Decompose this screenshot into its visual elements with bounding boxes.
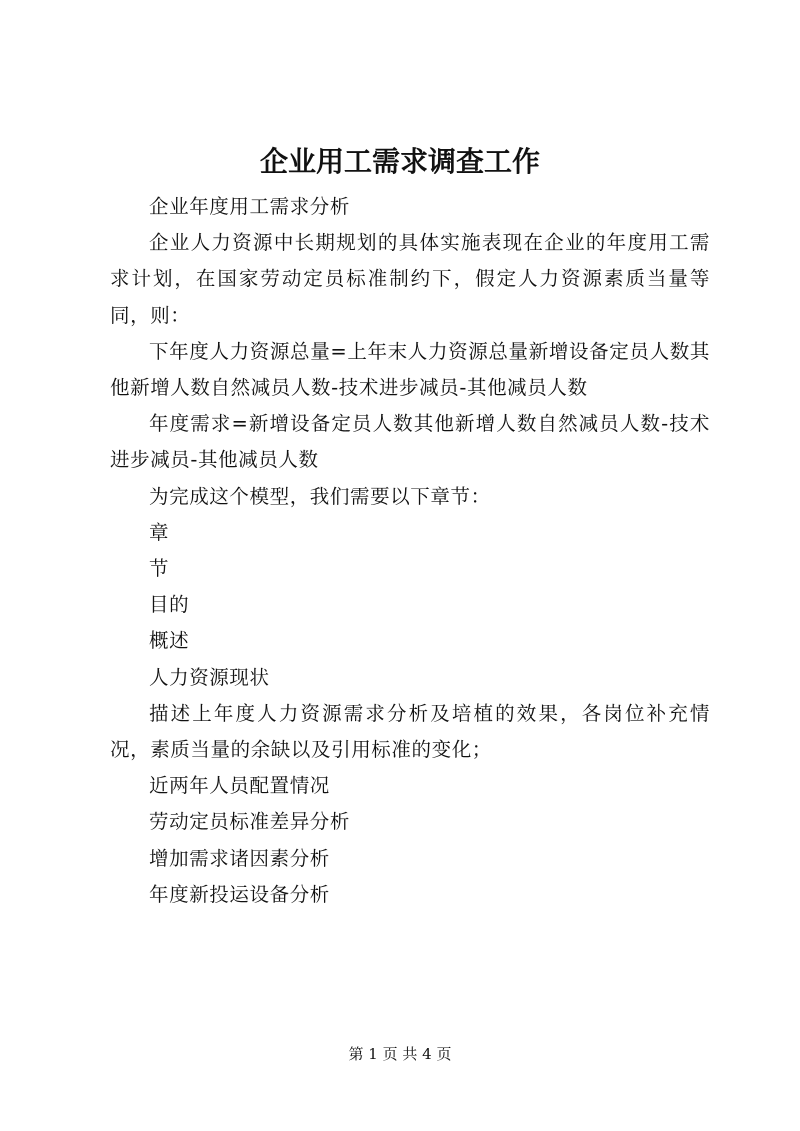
- paragraph: 劳动定员标准差异分析: [149, 810, 351, 834]
- paragraph: 年度需求=新增设备定员人数其他新增人数自然减员人数-技术进步减员-其他减员人数: [110, 412, 710, 472]
- document-body: [110, 189, 710, 913]
- paragraph: 年度新投运设备分析: [149, 882, 330, 906]
- page-footer: 第 1 页 共 4 页: [348, 1045, 452, 1063]
- paragraph: 近两年人员配置情况: [149, 774, 330, 798]
- paragraph: 章: [149, 520, 170, 544]
- paragraph: 企业年度用工需求分析: [149, 195, 351, 218]
- paragraph: 描述上年度人力资源需求分析及培植的效果，各岗位补充情况，素质当量的余缺以及引用标准的变化；: [110, 701, 710, 762]
- paragraph: 人力资源现状: [149, 665, 270, 689]
- paragraph: 目的: [149, 593, 190, 617]
- paragraph: 概述: [149, 629, 190, 653]
- paragraph: 节: [149, 557, 170, 581]
- paragraph: 增加需求诸因素分析: [149, 846, 330, 870]
- paragraph: 为完成这个模型，我们需要以下章节：: [149, 484, 491, 508]
- document-title: 企业用工需求调查工作: [259, 145, 540, 178]
- paragraph: 下年度人力资源总量=上年末人力资源总量新增设备定员人数其他新增人数自然减员人数-技术进步减员-其他减员人数: [110, 339, 710, 400]
- paragraph: 企业人力资源中长期规划的具体实施表现在企业的年度用工需求计划，在国家劳动定员标准制约下，假定人力资源素质当量等同，则：: [110, 231, 710, 327]
